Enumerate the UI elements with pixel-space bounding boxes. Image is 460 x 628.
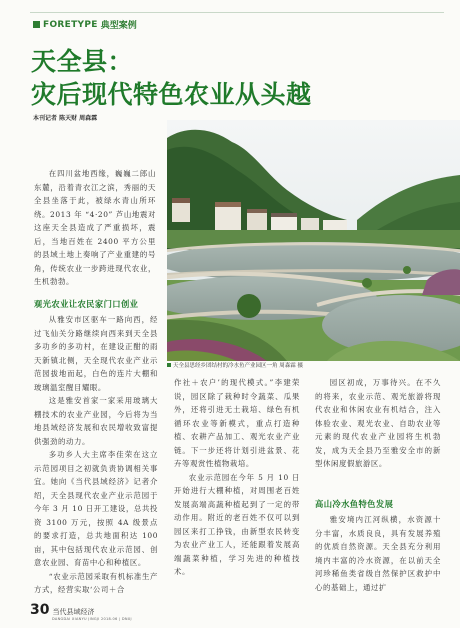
column-tag-english: FORETYPE	[43, 19, 98, 30]
paragraph: 多功乡人大主席李佳荣在这立示范园项目之初就负责协调相关事宜。她向《当代县域经济》记者介绍，天全县现代农业产业示范园于今年 3 月 10 日开工建设，总共投资 3100 万元，按照 4A 级景点的要求打造，总共地面积达 100 亩，其中包括现代农业示范园、创意农业园、育苗中心和种植区。	[34, 450, 158, 567]
square-bullet-icon	[167, 363, 171, 367]
photo-caption-text: 天全县思经乡团结村的冷水鱼产业园区一角 周森霖 摄	[173, 363, 303, 369]
page-footer	[30, 602, 94, 618]
photo-caption	[167, 361, 303, 369]
paragraph: 雅安境内江河纵横，水资源十分丰富，水质良良，具有发展养殖的优质自然资源。天全县充分利用境内丰富的冷水资源，在以前天全河珍稀鱼类省级自然保护区救护中心的基础上，通过扩	[315, 515, 441, 592]
square-bullet-icon	[33, 21, 40, 28]
section-heading-2: 高山冷水鱼特色发展	[315, 499, 394, 509]
column-1-body	[34, 313, 158, 597]
column-3-body	[315, 376, 441, 471]
section-heading-1: 观光农业让农民家门口创业	[34, 299, 139, 309]
paragraph: “农业示范园采取有机标准生产方式，经营实取‘公司＋合	[34, 571, 158, 594]
column-3-section-2-body	[315, 513, 441, 594]
page-number: 30	[30, 602, 50, 618]
column-tag-chinese: 典型案例	[100, 21, 137, 31]
paragraph: 农业示范园在今年 5 月 10 日开始进行大棚种植，对周围老百姓发展高端高蔬种植起到了一定的带动作用。附近的老百姓不仅可以到园区来打工挣钱，由新型农民转变为农业产业工人，还能跟着发展高端蔬菜种植，学习先进的种植技术。	[174, 472, 300, 576]
article-photo	[167, 120, 460, 361]
paragraph: 作社＋农户’的现代模式。”李建荣说，园区除了栽种时令蔬菜、瓜果外，还将引进无土栽培、绿色有机循环农业等新模式，重点打造种植、农耕产品加工、观光农业产业链。下一步还将计划引进盆景、花卉等观赏性植物栽培。	[174, 378, 300, 468]
paragraph: 从雅安市区驱车一路向西，经过飞仙关分路继续向西来到天全县多功乡的多功村，在建设正酣的雨天新镇北侧，天全现代农业产业示范园拔地而起，白色的连片大棚和玻璃温室醒目耀眼。	[34, 315, 158, 392]
column-2-body	[174, 376, 300, 579]
column-tag	[33, 18, 137, 31]
magazine-name: 当代县域经济	[52, 608, 95, 616]
farmland-ponds-photo	[167, 120, 460, 361]
article-title-line2: 灾后现代特色农业从头越	[31, 80, 312, 109]
byline: 本刊记者 陈天财 周森霖	[33, 115, 98, 122]
article-title-line1: 天全县：	[31, 47, 134, 76]
lead-paragraph: 在四川盆地西缘，巍巍二郎山东麓，沿着青衣江之滨，秀丽的天全县坐落于此，被绿水青山所环绕。2013 年 “4·20” 芦山地震对这座天全县造成了严重损坏，震后，当地百姓在 2400 平方公里的县域土地上奏响了产业重建的号角，传统农业一步跨进现代农业，生机勃勃。	[34, 169, 156, 286]
paragraph: 园区初成，万事待兴。在不久的将来，农业示范、观光旅游将现代农业和休闲农业有机结合，注入体验农业、观光农业、自助农业等元素的现代农业产业园将生机勃发，成为天全县乃至雅安全市的新型休闲度假旅游区。	[315, 378, 441, 468]
magazine-name-english: DANGDAI XIANYU JINGJI 2018.06 | DNXJ	[52, 617, 132, 621]
header-rule	[30, 12, 444, 13]
paragraph: 这是雅安首家一家采用玻璃大棚技术的农业产业园，今后将为当地县域经济发展和农民增收致富提供强劲的动力。	[34, 396, 158, 446]
